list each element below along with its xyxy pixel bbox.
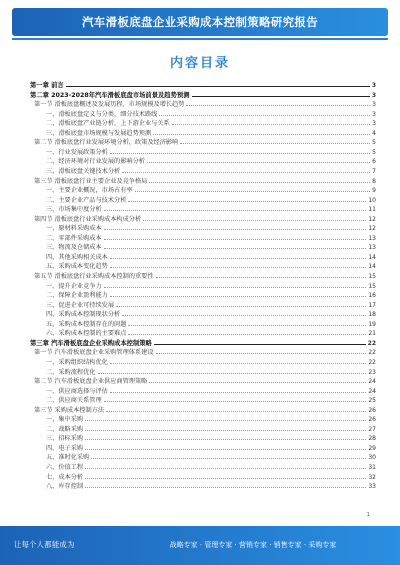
toc-entry[interactable] bbox=[46, 414, 376, 423]
toc-leader-dots bbox=[104, 401, 367, 402]
toc-leader-dots bbox=[66, 86, 370, 87]
toc-entry-page: 3 bbox=[372, 120, 376, 128]
toc-leader-dots bbox=[85, 449, 366, 450]
toc-entry-page: 13 bbox=[368, 234, 376, 242]
footer-services: 战略专家 · 管理专家 · 营销专家 · 销售专家 · 采购专家 bbox=[169, 541, 337, 549]
toc-entry-text: 第四节 滑板底盘行业采购成本构成分析 bbox=[34, 215, 142, 223]
toc-entry[interactable] bbox=[46, 443, 376, 452]
report-title: 汽车滑板底盘企业采购成本控制策略研究报告 bbox=[82, 15, 318, 29]
toc-entry[interactable] bbox=[46, 357, 376, 366]
toc-entry[interactable] bbox=[46, 223, 376, 232]
toc-entry[interactable] bbox=[34, 376, 376, 385]
report-header bbox=[0, 0, 400, 44]
toc-entry-text: 第二章 2023-2028年汽车滑板底盘市场前景及趋势预测 bbox=[30, 91, 190, 99]
toc-entry[interactable] bbox=[46, 166, 376, 175]
toc-leader-dots bbox=[128, 325, 366, 326]
toc-leader-dots bbox=[110, 258, 366, 259]
toc-leader-dots bbox=[106, 411, 366, 412]
toc-entry[interactable] bbox=[30, 90, 376, 99]
toc-entry-text: 二、保障企业盈利能力 bbox=[46, 292, 108, 300]
toc-entry-text: 一、行业发展政策分析 bbox=[46, 148, 108, 156]
toc-entry-page: 33 bbox=[368, 483, 376, 491]
toc-entry[interactable] bbox=[46, 185, 376, 194]
toc-leader-dots bbox=[85, 420, 366, 421]
toc-entry[interactable] bbox=[46, 204, 376, 213]
toc-entry-page: 14 bbox=[368, 253, 376, 261]
toc-entry-page: 23 bbox=[368, 368, 376, 376]
toc-entry[interactable] bbox=[34, 214, 376, 223]
toc-entry-page: 8 bbox=[372, 177, 376, 185]
footer-slogan: 让每个人都能成为 bbox=[14, 540, 75, 549]
toc-leader-dots bbox=[135, 191, 371, 192]
toc-entry[interactable] bbox=[46, 452, 376, 461]
toc-entry-text: 第三节 滑板底盘行业主要企业及竞争格局 bbox=[34, 177, 148, 185]
toc-entry-text: 一、滑板底盘定义与分类，细分技术路线 bbox=[46, 110, 158, 118]
toc-leader-dots bbox=[186, 105, 370, 106]
toc-leader-dots bbox=[153, 134, 370, 135]
toc-entry[interactable] bbox=[46, 319, 376, 328]
toc-entry-page: 24 bbox=[368, 387, 376, 395]
toc-entry-page: 12 bbox=[368, 215, 376, 223]
toc-entry-page: 24 bbox=[368, 378, 376, 386]
toc-entry-text: 四、电子采购 bbox=[46, 444, 84, 452]
toc-entry[interactable] bbox=[46, 433, 376, 442]
toc-entry[interactable] bbox=[46, 128, 376, 137]
toc-leader-dots bbox=[110, 153, 370, 154]
toc-entry-page: 22 bbox=[368, 349, 376, 357]
toc-entry-page: 5 bbox=[372, 139, 376, 147]
toc-leader-dots bbox=[85, 478, 366, 479]
toc-leader-dots bbox=[192, 96, 370, 97]
toc-entry-text: 一、原材料采购成本 bbox=[46, 225, 102, 233]
toc-leader-dots bbox=[85, 430, 366, 431]
toc-entry-text: 五、采购成本变化趋势 bbox=[46, 263, 108, 271]
toc-entry-text: 一、供应商选择与评估 bbox=[46, 387, 108, 395]
toc-entry-page: 21 bbox=[368, 330, 376, 338]
toc-entry[interactable] bbox=[46, 252, 376, 261]
toc-entry-page: 16 bbox=[368, 292, 376, 300]
toc-entry-text: 五、采购成本控制存在的问题 bbox=[46, 320, 127, 328]
toc-entry[interactable] bbox=[46, 290, 376, 299]
toc-entry-text: 二、供应商关系管理 bbox=[46, 397, 102, 405]
toc-leader-dots bbox=[156, 353, 367, 354]
toc-entry-page: 26 bbox=[368, 416, 376, 424]
toc-leader-dots bbox=[104, 229, 367, 230]
toc-entry[interactable] bbox=[46, 481, 376, 490]
toc-entry-page: 10 bbox=[368, 196, 376, 204]
toc-entry-page: 3 bbox=[372, 110, 376, 118]
toc-entry-page: 3 bbox=[371, 91, 376, 99]
toc-leader-dots bbox=[85, 468, 366, 469]
toc-entry-text: 二、战略采购 bbox=[46, 425, 84, 433]
toc-entry[interactable] bbox=[46, 261, 376, 270]
table-of-contents bbox=[30, 80, 376, 512]
toc-entry[interactable] bbox=[46, 147, 376, 156]
toc-leader-dots bbox=[110, 296, 366, 297]
toc-entry[interactable] bbox=[30, 80, 376, 89]
toc-entry-text: 第三章 汽车滑板底盘企业采购成本控制策略 bbox=[30, 339, 152, 347]
toc-entry-text: 三、滑板底盘关键技术分析 bbox=[46, 167, 121, 175]
toc-leader-dots bbox=[154, 344, 366, 345]
toc-entry-text: 一、主要企业概况，市场占有率 bbox=[46, 187, 133, 195]
toc-entry-text: 一、集中采购 bbox=[46, 416, 84, 424]
toc-leader-dots bbox=[149, 182, 370, 183]
toc-leader-dots bbox=[159, 115, 370, 116]
toc-entry-page: 7 bbox=[372, 167, 376, 175]
toc-entry-text: 第五节 滑板底盘行业采购成本控制的重要性 bbox=[34, 273, 154, 280]
header-divider bbox=[12, 38, 388, 40]
toc-entry-text: 五、准时化采购 bbox=[46, 454, 90, 462]
toc-entry-text: 三、招标采购 bbox=[46, 435, 84, 443]
toc-entry[interactable] bbox=[46, 462, 376, 471]
toc-entry-text: 二、主要企业产品与技术分析 bbox=[46, 196, 127, 204]
toc-entry-page: 6 bbox=[372, 158, 376, 166]
toc-entry-page: 25 bbox=[368, 397, 376, 405]
toc-entry[interactable] bbox=[34, 137, 376, 146]
toc-title: 内容目录 bbox=[169, 56, 230, 71]
toc-entry-text: 七、成本分析 bbox=[46, 473, 84, 481]
toc-entry[interactable] bbox=[34, 99, 376, 108]
toc-entry-text: 二、经济环境对行业发展的影响分析 bbox=[46, 158, 145, 166]
toc-entry-page: 11 bbox=[368, 206, 376, 214]
toc-leader-dots bbox=[85, 439, 366, 440]
toc-entry-text: 四、采购成本控制现状分析 bbox=[46, 311, 121, 319]
toc-entry-text: 第一节 滑板底盘概述及发展历程，市场规模及增长趋势 bbox=[34, 101, 185, 109]
toc-entry-page: 15 bbox=[368, 282, 376, 290]
toc-entry-page: 30 bbox=[368, 454, 376, 462]
page-number: 1 bbox=[366, 512, 370, 518]
toc-entry-page: 5 bbox=[372, 148, 376, 156]
toc-leader-dots bbox=[180, 143, 370, 144]
toc-entry-text: 八、库存控制 bbox=[46, 483, 84, 491]
toc-leader-dots bbox=[122, 172, 370, 173]
toc-leader-dots bbox=[110, 363, 366, 364]
toc-entry[interactable] bbox=[46, 367, 376, 376]
toc-leader-dots bbox=[149, 382, 366, 383]
toc-entry-page: 22 bbox=[368, 358, 376, 366]
toc-entry[interactable] bbox=[46, 309, 376, 318]
toc-entry-text: 三、物流及仓储成本 bbox=[46, 244, 102, 252]
toc-entry-text: 第一章 前言 bbox=[30, 82, 64, 89]
toc-entry-page: 13 bbox=[368, 244, 376, 252]
toc-leader-dots bbox=[98, 373, 367, 374]
toc-entry-page: 18 bbox=[368, 311, 376, 319]
toc-leader-dots bbox=[128, 201, 366, 202]
toc-entry[interactable] bbox=[30, 338, 376, 347]
toc-entry[interactable] bbox=[34, 271, 376, 280]
toc-entry[interactable] bbox=[46, 395, 376, 404]
toc-leader-dots bbox=[143, 220, 366, 221]
toc-entry-text: 三、促进企业可持续发展 bbox=[46, 301, 115, 309]
toc-leader-dots bbox=[91, 458, 366, 459]
toc-entry-text: 六、价值工程 bbox=[46, 464, 84, 471]
toc-entry[interactable] bbox=[46, 109, 376, 118]
toc-leader-dots bbox=[172, 124, 370, 125]
toc-entry-page: 12 bbox=[368, 225, 376, 233]
toc-leader-dots bbox=[104, 248, 367, 249]
toc-entry-text: 四、其他采购相关成本 bbox=[46, 253, 108, 261]
toc-leader-dots bbox=[156, 277, 367, 278]
toc-entry-text: 一、提升企业竞争力 bbox=[46, 282, 102, 290]
toc-entry[interactable] bbox=[46, 281, 376, 290]
toc-entry-page: 3 bbox=[372, 101, 376, 109]
toc-leader-dots bbox=[110, 267, 366, 268]
toc-entry-text: 二、采购流程优化 bbox=[46, 368, 96, 376]
toc-entry-text: 第一节 汽车滑板底盘企业采购管理体系建设 bbox=[34, 349, 154, 357]
toc-entry-text: 第三节 采购成本控制方法 bbox=[34, 406, 105, 414]
toc-leader-dots bbox=[85, 487, 366, 488]
toc-entry-text: 三、滑板底盘市场规模与发展趋势预测 bbox=[46, 129, 152, 137]
toc-entry-page: 27 bbox=[368, 425, 376, 433]
toc-entry[interactable] bbox=[46, 242, 376, 251]
toc-entry[interactable] bbox=[34, 405, 376, 414]
toc-entry[interactable] bbox=[34, 347, 376, 356]
toc-leader-dots bbox=[128, 334, 366, 335]
toc-entry-page: 22 bbox=[367, 339, 376, 347]
toc-entry-text: 三、市场集中度分析 bbox=[46, 206, 102, 214]
toc-entry[interactable] bbox=[46, 233, 376, 242]
toc-entry-text: 第二节 滑板底盘行业发展环境分析，政策及经济影响 bbox=[34, 139, 179, 147]
toc-leader-dots bbox=[147, 162, 370, 163]
toc-entry[interactable] bbox=[46, 195, 376, 204]
toc-entry-page: 4 bbox=[372, 129, 376, 137]
toc-leader-dots bbox=[122, 315, 366, 316]
toc-entry-page: 19 bbox=[368, 320, 376, 328]
toc-entry-page: 14 bbox=[368, 263, 376, 271]
toc-entry-page: 32 bbox=[368, 473, 376, 481]
toc-entry-page: 15 bbox=[368, 273, 376, 280]
toc-leader-dots bbox=[104, 210, 367, 211]
toc-leader-dots bbox=[104, 287, 367, 288]
toc-entry[interactable] bbox=[46, 300, 376, 309]
toc-entry-text: 第二节 汽车滑板底盘企业供应商管理策略 bbox=[34, 378, 148, 386]
toc-leader-dots bbox=[104, 239, 367, 240]
page-footer bbox=[0, 526, 400, 565]
toc-entry-text: 一、采购组织结构优化 bbox=[46, 358, 108, 366]
toc-entry-page: 9 bbox=[372, 187, 376, 195]
toc-leader-dots bbox=[110, 392, 366, 393]
toc-entry[interactable] bbox=[46, 328, 376, 337]
toc-entry-text: 二、零部件采购成本 bbox=[46, 234, 102, 242]
toc-entry[interactable] bbox=[46, 472, 376, 481]
toc-entry[interactable] bbox=[34, 176, 376, 185]
toc-entry[interactable] bbox=[46, 386, 376, 395]
toc-entry[interactable] bbox=[46, 156, 376, 165]
toc-entry-text: 六、采购成本控制的主要难点 bbox=[46, 330, 127, 338]
toc-entry-page: 26 bbox=[368, 406, 376, 414]
toc-leader-dots bbox=[116, 306, 366, 307]
toc-entry-text: 二、滑板底盘产业链分析，上下游企业与关系 bbox=[46, 120, 170, 128]
toc-entry[interactable] bbox=[46, 424, 376, 433]
toc-entry-page: 28 bbox=[368, 435, 376, 443]
toc-entry-page: 31 bbox=[368, 464, 376, 471]
toc-entry-page: 3 bbox=[371, 82, 376, 89]
toc-entry-page: 17 bbox=[368, 301, 376, 309]
toc-entry[interactable] bbox=[46, 118, 376, 127]
toc-entry-page: 29 bbox=[368, 444, 376, 452]
